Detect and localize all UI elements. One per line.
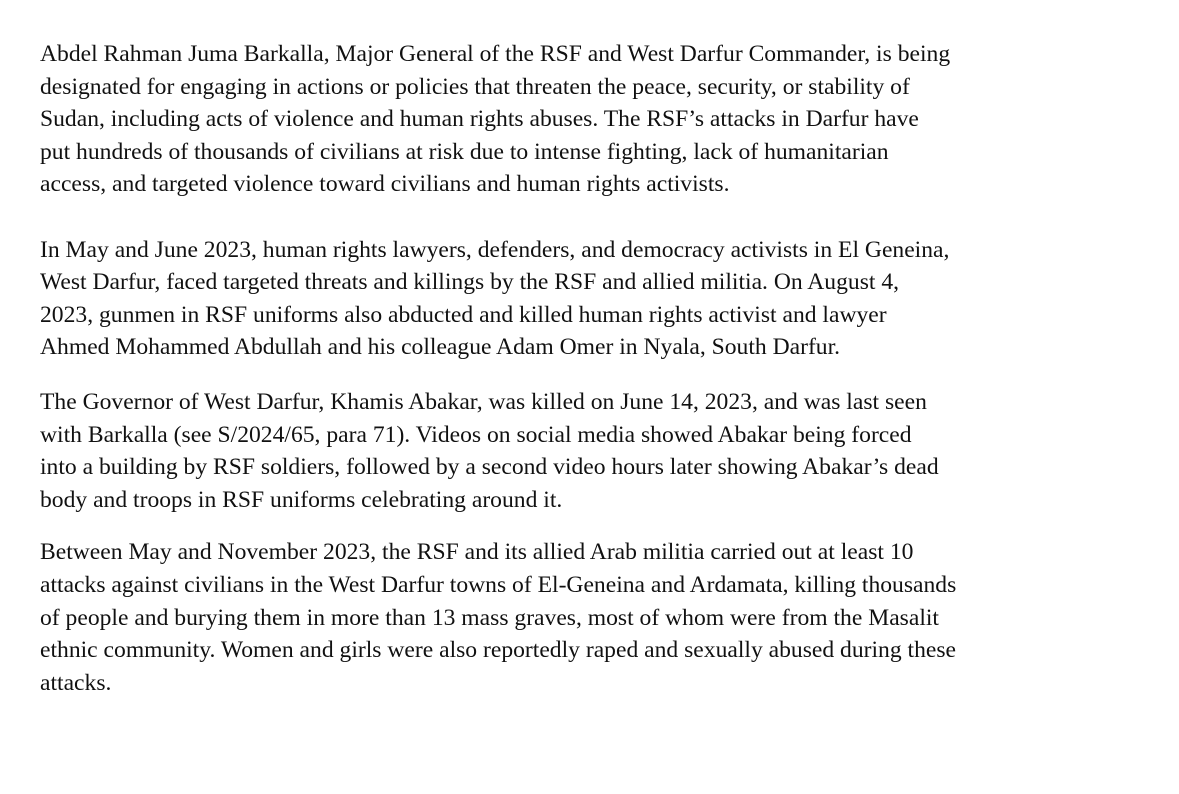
paragraph-barkalla-designation xyxy=(40,38,1160,201)
text-line: attacks. xyxy=(40,669,112,696)
text-line: body and troops in RSF uniforms celebrating around it. xyxy=(40,486,563,513)
paragraph-governor-killed xyxy=(40,386,1160,516)
document-body xyxy=(40,38,1160,699)
text-line: with Barkalla (see S/2024/65, para 71). Videos on social media showed Abakar being forced xyxy=(40,421,912,448)
text-line: of people and burying them in more than 13 mass graves, most of whom were from the Masalit xyxy=(40,604,939,631)
paragraph-attacks-civilians xyxy=(40,536,1160,699)
text-line: access, and targeted violence toward civilians and human rights activists. xyxy=(40,171,730,198)
text-line: Ahmed Mohammed Abdullah and his colleague Adam Omer in Nyala, South Darfur. xyxy=(40,334,841,361)
text-line: ethnic community. Women and girls were also reportedly raped and sexually abused during these xyxy=(40,637,957,664)
text-line: into a building by RSF soldiers, followed by a second video hours later showing Abakar’s dead xyxy=(40,454,939,481)
paragraph-activists-targeted xyxy=(40,234,1160,364)
text-line: designated for engaging in actions or policies that threaten the peace, security, or stability of xyxy=(40,73,910,100)
text-line: Abdel Rahman Juma Barkalla, Major General of the RSF and West Darfur Commander, is being xyxy=(40,41,951,67)
text-line: Between May and November 2023, the RSF and its allied Arab militia carried out at least 10 xyxy=(40,539,914,566)
text-line: The Governor of West Darfur, Khamis Abakar, was killed on June 14, 2023, and was last seen xyxy=(40,388,927,415)
text-line: put hundreds of thousands of civilians at risk due to intense fighting, lack of humanitarian xyxy=(40,138,889,165)
text-line: In May and June 2023, human rights lawyers, defenders, and democracy activists in El Geneina, xyxy=(40,236,950,263)
text-line: 2023, gunmen in RSF uniforms also abducted and killed human rights activist and lawyer xyxy=(40,301,887,328)
text-line: Sudan, including acts of violence and human rights abuses. The RSF’s attacks in Darfur have xyxy=(40,106,919,133)
text-line: attacks against civilians in the West Darfur towns of El-Geneina and Ardamata, killing thousands xyxy=(40,571,957,598)
text-line: West Darfur, faced targeted threats and killings by the RSF and allied militia. On August 4, xyxy=(40,269,900,296)
